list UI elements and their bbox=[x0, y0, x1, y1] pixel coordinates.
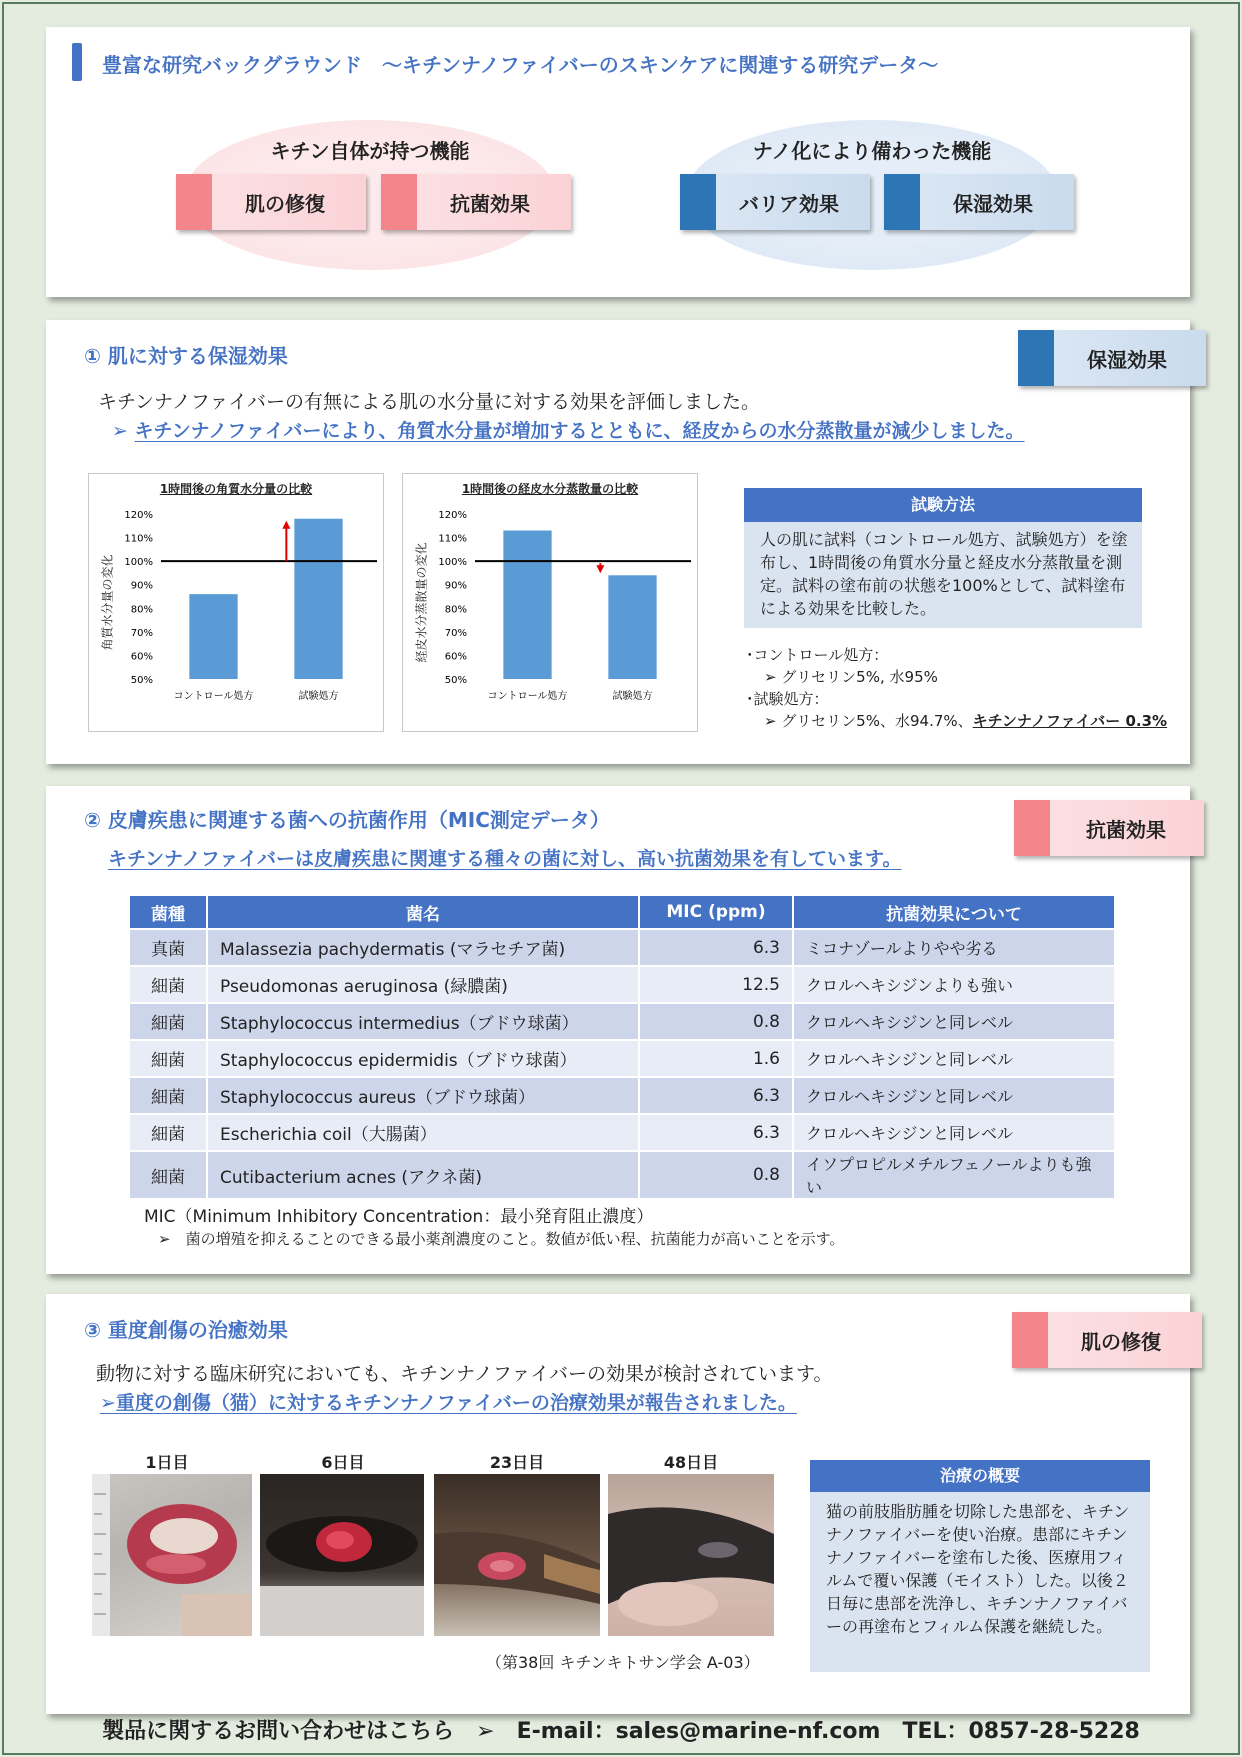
mic-table bbox=[128, 894, 1116, 1200]
cell-mic: 0.8 bbox=[639, 1151, 793, 1199]
y-tick-label: 50% bbox=[444, 675, 467, 686]
wound-day23-illustration bbox=[434, 1474, 600, 1636]
x-tick-label: 試験処方 bbox=[612, 691, 653, 702]
method-text: 人の肌に試料（コントロール処方、試験処方）を塗布し、1時間後の角質水分量と経皮水分蒸散量を測定。試料の塗布前の状態を100%として、試料塗布による効果を比較した。 bbox=[760, 530, 1128, 618]
col-type: 菌種 bbox=[129, 895, 207, 929]
col-mic: MIC (ppm) bbox=[639, 895, 793, 929]
cell-mic: 6.3 bbox=[639, 929, 793, 966]
contact-footer: 製品に関するお問い合わせはこちら ➢ E-mail：sales@marine-nf.com TEL：0857-28-5228 bbox=[102, 1719, 1140, 1744]
cell-effect: クロルヘキシジンと同レベル bbox=[793, 1077, 1115, 1114]
mic-table-header bbox=[129, 895, 1115, 929]
y-tick-label: 80% bbox=[130, 604, 153, 616]
research-background-card bbox=[46, 27, 1190, 297]
cell-effect: ミコナゾールよりやや劣る bbox=[793, 929, 1115, 966]
section3-intro: 動物に対する臨床研究においても、キチンナノファイバーの効果が検討されています。 bbox=[96, 1363, 833, 1385]
section2-title: ② 皮膚疾患に関連する菌への抗菌作用（MIC測定データ） bbox=[84, 808, 610, 832]
cell-type: 細菌 bbox=[129, 1077, 207, 1114]
control-label: ･コントロール処方： bbox=[746, 646, 889, 664]
cell-type: 細菌 bbox=[129, 966, 207, 1003]
table-row bbox=[129, 929, 1115, 966]
test-detail-row bbox=[746, 710, 1167, 732]
barrier-pill: バリア効果 bbox=[680, 174, 870, 230]
x-tick-label: コントロール処方 bbox=[173, 691, 254, 702]
method-title: 試験方法 bbox=[744, 488, 1142, 522]
y-tick-label: 60% bbox=[444, 651, 467, 663]
y-tick-label: 110% bbox=[124, 533, 153, 545]
cell-mic: 12.5 bbox=[639, 966, 793, 1003]
section1-title: ① 肌に対する保湿効果 bbox=[84, 344, 288, 368]
y-tick-label: 100% bbox=[124, 557, 153, 569]
bar-0 bbox=[189, 594, 237, 679]
antibacterial-pill: 抗菌効果 bbox=[381, 174, 571, 230]
day6-label: 6日目 bbox=[321, 1453, 365, 1472]
wound-day6-illustration bbox=[260, 1474, 424, 1636]
cell-name: Escherichia coil（大腸菌） bbox=[207, 1114, 639, 1151]
cell-name: Staphylococcus intermedius（ブドウ球菌） bbox=[207, 1003, 639, 1040]
section1-badge: 保湿効果 bbox=[1018, 330, 1206, 386]
test-detail-cnf: キチンナノファイバー 0.3% bbox=[972, 712, 1168, 730]
wound-photo-day1 bbox=[92, 1474, 252, 1636]
cell-name: Staphylococcus epidermidis（ブドウ球菌） bbox=[207, 1040, 639, 1077]
table-row bbox=[129, 1040, 1115, 1077]
nano-function-label: ナノ化により備わった機能 bbox=[752, 139, 992, 163]
skin-repair-pill: 肌の修復 bbox=[176, 174, 366, 230]
chart2-plot bbox=[403, 474, 699, 733]
method-box bbox=[744, 488, 1142, 628]
cell-type: 細菌 bbox=[129, 1040, 207, 1077]
table-row bbox=[129, 1003, 1115, 1040]
cell-name: Cutibacterium acnes (アクネ菌) bbox=[207, 1151, 639, 1199]
cell-name: Malassezia pachydermatis (マラセチア菌) bbox=[207, 929, 639, 966]
table-row bbox=[129, 1077, 1115, 1114]
arrow-bullet-icon: ➢ bbox=[112, 420, 135, 442]
col-effect: 抗菌効果について bbox=[793, 895, 1115, 929]
y-tick-label: 100% bbox=[438, 557, 467, 569]
top-title: 豊富な研究バックグラウンド ～キチンナノファイバーのスキンケアに関連する研究データ～ bbox=[102, 53, 939, 77]
moisture-pill: 保湿効果 bbox=[884, 174, 1074, 230]
cell-type: 真菌 bbox=[129, 929, 207, 966]
control-detail: ➢ グリセリン5%, 水95% bbox=[764, 668, 938, 686]
cell-type: 細菌 bbox=[129, 1003, 207, 1040]
section3-highlight: ➢重度の創傷（猫）に対するキチンナノファイバーの治療効果が報告されました。 bbox=[100, 1392, 797, 1414]
wound-day1-illustration bbox=[92, 1474, 252, 1636]
cell-mic: 0.8 bbox=[639, 1003, 793, 1040]
chart1-plot bbox=[89, 474, 385, 733]
section1-highlight: キチンナノファイバーにより、角質水分量が増加するとともに、経皮からの水分蒸散量が減少しました。 bbox=[134, 420, 1025, 442]
section3-badge: 肌の修復 bbox=[1012, 1312, 1202, 1368]
chart2-ylabel: 経皮水分蒸散量の変化 bbox=[414, 542, 429, 663]
chart-tewl bbox=[402, 473, 698, 732]
wound-photo-day48 bbox=[608, 1474, 774, 1636]
col-name: 菌名 bbox=[207, 895, 639, 929]
y-tick-label: 90% bbox=[444, 580, 467, 592]
y-tick-label: 110% bbox=[438, 533, 467, 545]
y-tick-label: 80% bbox=[444, 604, 467, 616]
y-tick-label: 120% bbox=[438, 510, 467, 521]
y-tick-label: 70% bbox=[444, 627, 467, 639]
formulation-notes bbox=[746, 644, 1167, 732]
wound-photo-day6 bbox=[260, 1474, 424, 1636]
section2-badge: 抗菌効果 bbox=[1014, 800, 1204, 856]
day23-label: 23日目 bbox=[489, 1453, 545, 1472]
citation: （第38回 キチンキトサン学会 A-03） bbox=[486, 1653, 760, 1672]
cell-name: Pseudomonas aeruginosa (緑膿菌) bbox=[207, 966, 639, 1003]
cell-effect: クロルヘキシジンよりも強い bbox=[793, 966, 1115, 1003]
moisture-section-card bbox=[46, 320, 1190, 764]
cell-effect: イソプロピルメチルフェノールよりも強い bbox=[793, 1151, 1115, 1199]
section2-highlight: キチンナノファイバーは皮膚疾患に関連する種々の菌に対し、高い抗菌効果を有しています。 bbox=[108, 848, 902, 870]
cell-mic: 6.3 bbox=[639, 1077, 793, 1114]
wound-photo-day23 bbox=[434, 1474, 600, 1636]
y-tick-label: 50% bbox=[130, 675, 153, 686]
bar-0 bbox=[503, 531, 551, 680]
test-label: ･試験処方： bbox=[746, 690, 829, 708]
day48-label: 48日目 bbox=[663, 1453, 719, 1472]
cell-mic: 6.3 bbox=[639, 1114, 793, 1151]
mic-definition: MIC（Minimum Inhibitory Concentration：最小発育阻止濃度） bbox=[144, 1207, 654, 1227]
cell-type: 細菌 bbox=[129, 1151, 207, 1199]
treatment-summary-box bbox=[810, 1460, 1150, 1672]
y-tick-label: 120% bbox=[124, 510, 153, 521]
chart2-title: 1時間後の経皮水分蒸散量の比較 bbox=[461, 482, 639, 496]
wound-day48-illustration bbox=[608, 1474, 774, 1636]
mic-note: ➢ 菌の増殖を抑えることのできる最小薬剤濃度のこと。数値が低い程、抗菌能力が高いことを示す。 bbox=[158, 1230, 845, 1248]
y-tick-label: 60% bbox=[130, 651, 153, 663]
bar-1 bbox=[608, 575, 656, 679]
y-tick-label: 70% bbox=[130, 627, 153, 639]
chart1-title: 1時間後の角質水分量の比較 bbox=[159, 482, 313, 496]
day1-label: 1日目 bbox=[145, 1453, 189, 1472]
chitin-function-label: キチン自体が持つ機能 bbox=[270, 139, 470, 163]
decrease-arrowhead bbox=[596, 565, 604, 573]
antibacterial-section-card bbox=[46, 786, 1190, 1274]
summary-text: 猫の前肢脂肪腫を切除した患部を、キチンナノファイバーを使い治療。患部にキチンナノファイバーを塗布した後、医療用フィルムで覆い保護（モイスト）した。以後２日毎に患部を洗浄し、キチンナノファイバーの再塗布とフィルム保護を継続した。 bbox=[826, 1502, 1130, 1636]
wound-healing-section-card bbox=[46, 1294, 1190, 1714]
title-accent-bar bbox=[72, 43, 82, 81]
section1-intro: キチンナノファイバーの有無による肌の水分量に対する効果を評価しました。 bbox=[98, 391, 760, 413]
cell-effect: クロルヘキシジンと同レベル bbox=[793, 1040, 1115, 1077]
test-detail: ➢ グリセリン5%、水94.7%、 bbox=[764, 712, 973, 730]
cell-mic: 1.6 bbox=[639, 1040, 793, 1077]
chart-skin-moisture bbox=[88, 473, 384, 732]
x-tick-label: コントロール処方 bbox=[487, 691, 568, 702]
bar-1 bbox=[294, 519, 342, 679]
cell-name: Staphylococcus aureus（ブドウ球菌） bbox=[207, 1077, 639, 1114]
chart1-ylabel: 角質水分量の変化 bbox=[100, 554, 115, 651]
x-tick-label: 試験処方 bbox=[298, 691, 339, 702]
cell-effect: クロルヘキシジンと同レベル bbox=[793, 1114, 1115, 1151]
table-row bbox=[129, 966, 1115, 1003]
increase-arrowhead bbox=[282, 521, 290, 529]
section3-title: ③ 重度創傷の治癒効果 bbox=[84, 1318, 288, 1342]
y-tick-label: 90% bbox=[130, 580, 153, 592]
cell-type: 細菌 bbox=[129, 1114, 207, 1151]
table-row bbox=[129, 1151, 1115, 1199]
cell-effect: クロルヘキシジンと同レベル bbox=[793, 1003, 1115, 1040]
summary-title: 治療の概要 bbox=[810, 1460, 1150, 1492]
section1-highlight-row bbox=[112, 416, 1025, 443]
table-row bbox=[129, 1114, 1115, 1151]
